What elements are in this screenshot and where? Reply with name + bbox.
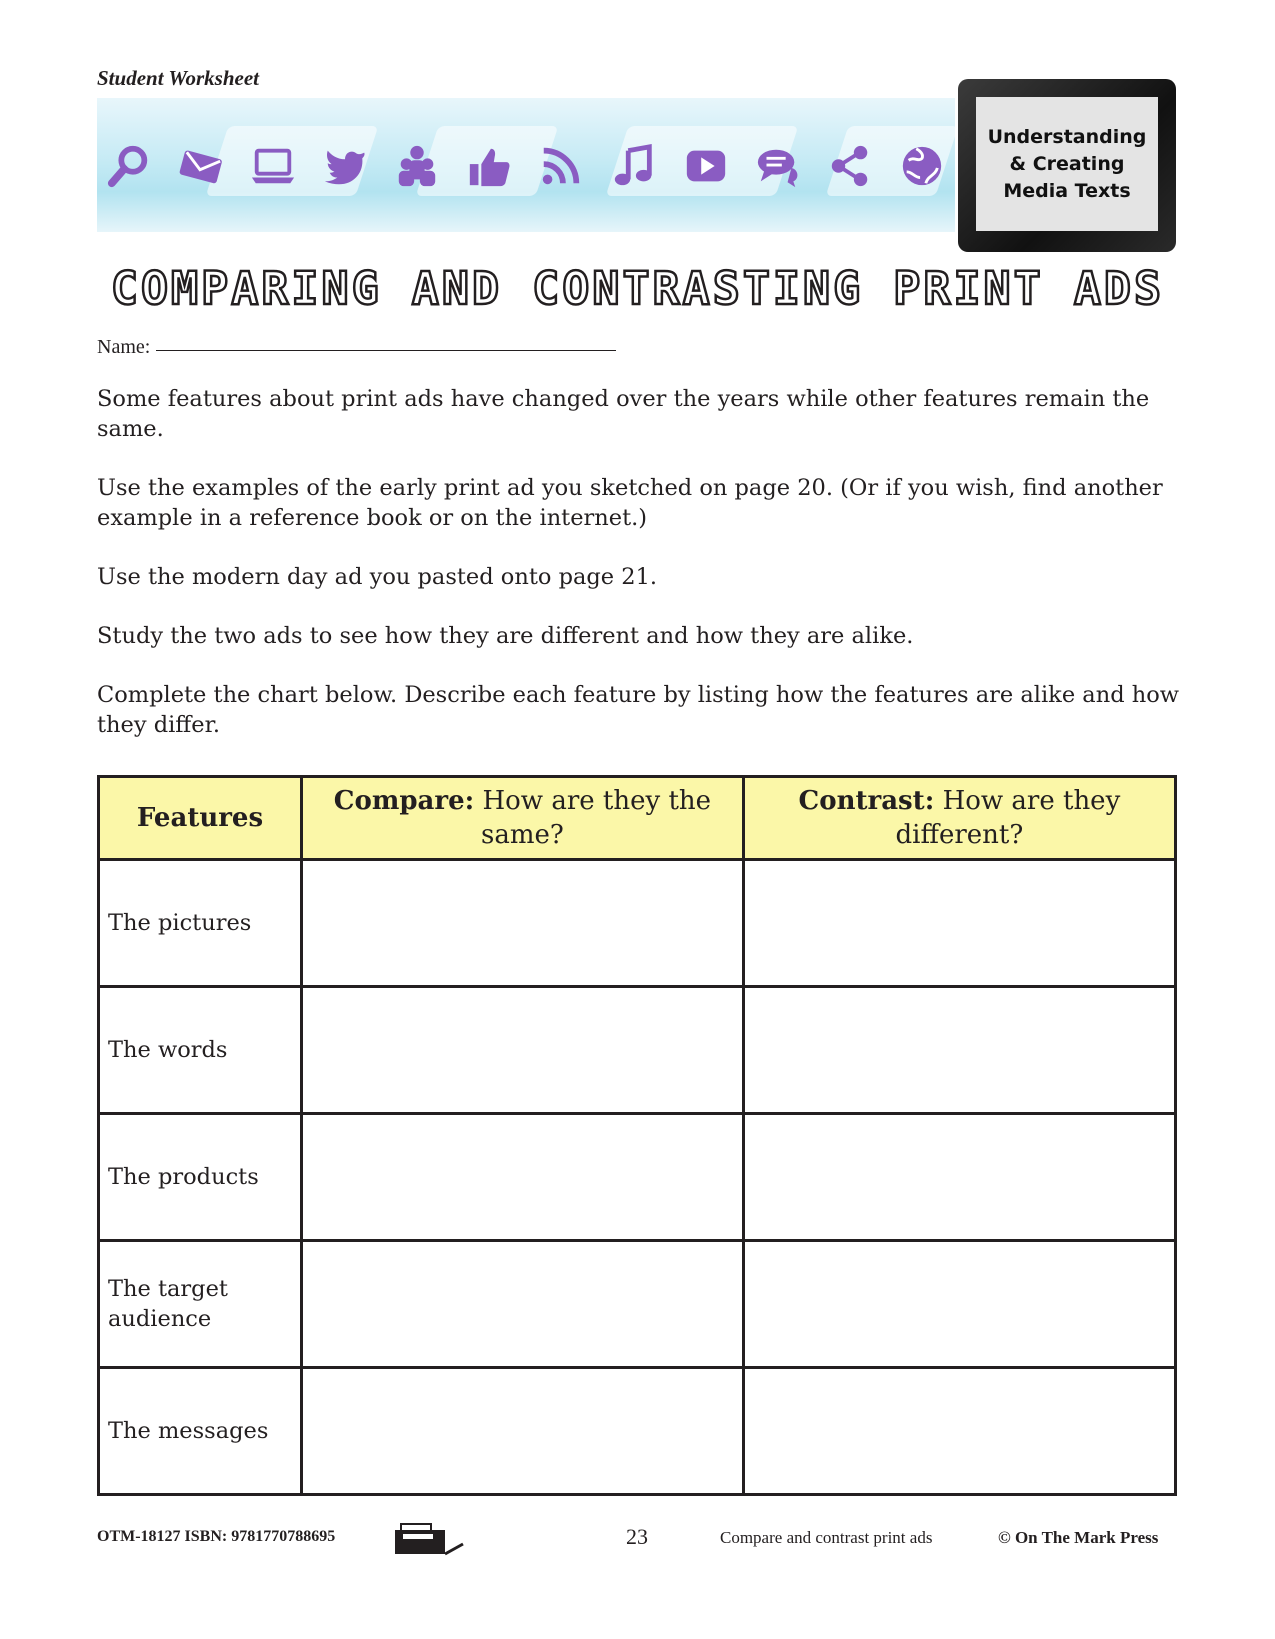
compare-contrast-chart bbox=[97, 775, 1177, 1496]
table-row bbox=[99, 1368, 1176, 1495]
media-icon-banner bbox=[97, 98, 955, 232]
chart-header-row bbox=[99, 777, 1176, 860]
thumbs-up-icon bbox=[463, 140, 515, 192]
footer-copyright: © On The Mark Press bbox=[998, 1528, 1159, 1547]
feature-label: The target audience bbox=[99, 1241, 302, 1368]
feature-label: The products bbox=[99, 1114, 302, 1241]
footer-description: Compare and contrast print ads bbox=[720, 1528, 933, 1547]
feature-label: The words bbox=[99, 987, 302, 1114]
table-row bbox=[99, 860, 1176, 987]
globe-icon bbox=[896, 140, 948, 192]
people-icon bbox=[391, 140, 443, 192]
features-header: Features bbox=[99, 777, 302, 860]
instruction-paragraph: Use the modern day ad you pasted onto page 21. bbox=[97, 564, 658, 590]
instruction-paragraph: Complete the chart below. Describe each feature by listing how the features are alike and how they differ. bbox=[97, 682, 1180, 738]
compare-cell[interactable] bbox=[302, 860, 744, 987]
rss-icon bbox=[535, 140, 587, 192]
instruction-paragraph: Some features about print ads have changed over the years while other features remain the same. bbox=[97, 386, 1150, 442]
chat-icon bbox=[752, 140, 804, 192]
table-row bbox=[99, 987, 1176, 1114]
page-title: COMPARING AND CONTRASTING PRINT ADS bbox=[110, 262, 1165, 315]
table-row bbox=[99, 1114, 1176, 1241]
compare-cell[interactable] bbox=[302, 987, 744, 1114]
contrast-cell[interactable] bbox=[743, 987, 1175, 1114]
contrast-cell[interactable] bbox=[743, 1368, 1175, 1495]
worksheet-label: Student Worksheet bbox=[97, 66, 260, 90]
tablet-text-line: Media Texts bbox=[1003, 179, 1131, 202]
bird-icon bbox=[319, 140, 371, 192]
contrast-cell[interactable] bbox=[743, 1114, 1175, 1241]
compare-cell[interactable] bbox=[302, 1368, 744, 1495]
table-row bbox=[99, 1241, 1176, 1368]
contrast-cell[interactable] bbox=[743, 860, 1175, 987]
tablet-text-line: Understanding bbox=[987, 125, 1147, 148]
tablet-screen bbox=[976, 97, 1158, 231]
page-number: 23 bbox=[626, 1524, 648, 1549]
compare-header: Compare: How are they the same? bbox=[302, 777, 744, 860]
tablet-text-line: & Creating bbox=[1009, 152, 1125, 175]
play-icon bbox=[680, 140, 732, 192]
tablet-graphic bbox=[958, 79, 1176, 252]
name-field[interactable] bbox=[97, 336, 616, 359]
laptop-icon bbox=[247, 140, 299, 192]
feature-label: The pictures bbox=[99, 860, 302, 987]
name-label: Name: bbox=[97, 336, 151, 358]
contrast-header: Contrast: How are they different? bbox=[743, 777, 1175, 860]
mail-icon bbox=[175, 140, 227, 192]
feature-label: The messages bbox=[99, 1368, 302, 1495]
share-icon bbox=[824, 140, 876, 192]
name-blank-line[interactable] bbox=[156, 350, 616, 351]
compare-cell[interactable] bbox=[302, 1114, 744, 1241]
instruction-paragraph: Study the two ads to see how they are different and how they are alike. bbox=[97, 623, 914, 649]
search-icon bbox=[103, 140, 155, 192]
instruction-paragraph: Use the examples of the early print ad you sketched on page 20. (Or if you wish, find another example in a reference book or on the internet.) bbox=[97, 475, 1163, 531]
compare-cell[interactable] bbox=[302, 1241, 744, 1368]
scanner-icon bbox=[393, 1522, 465, 1556]
footer-product-code: OTM-18127 ISBN: 9781770788695 bbox=[97, 1528, 336, 1545]
music-note-icon bbox=[608, 140, 660, 192]
contrast-cell[interactable] bbox=[743, 1241, 1175, 1368]
